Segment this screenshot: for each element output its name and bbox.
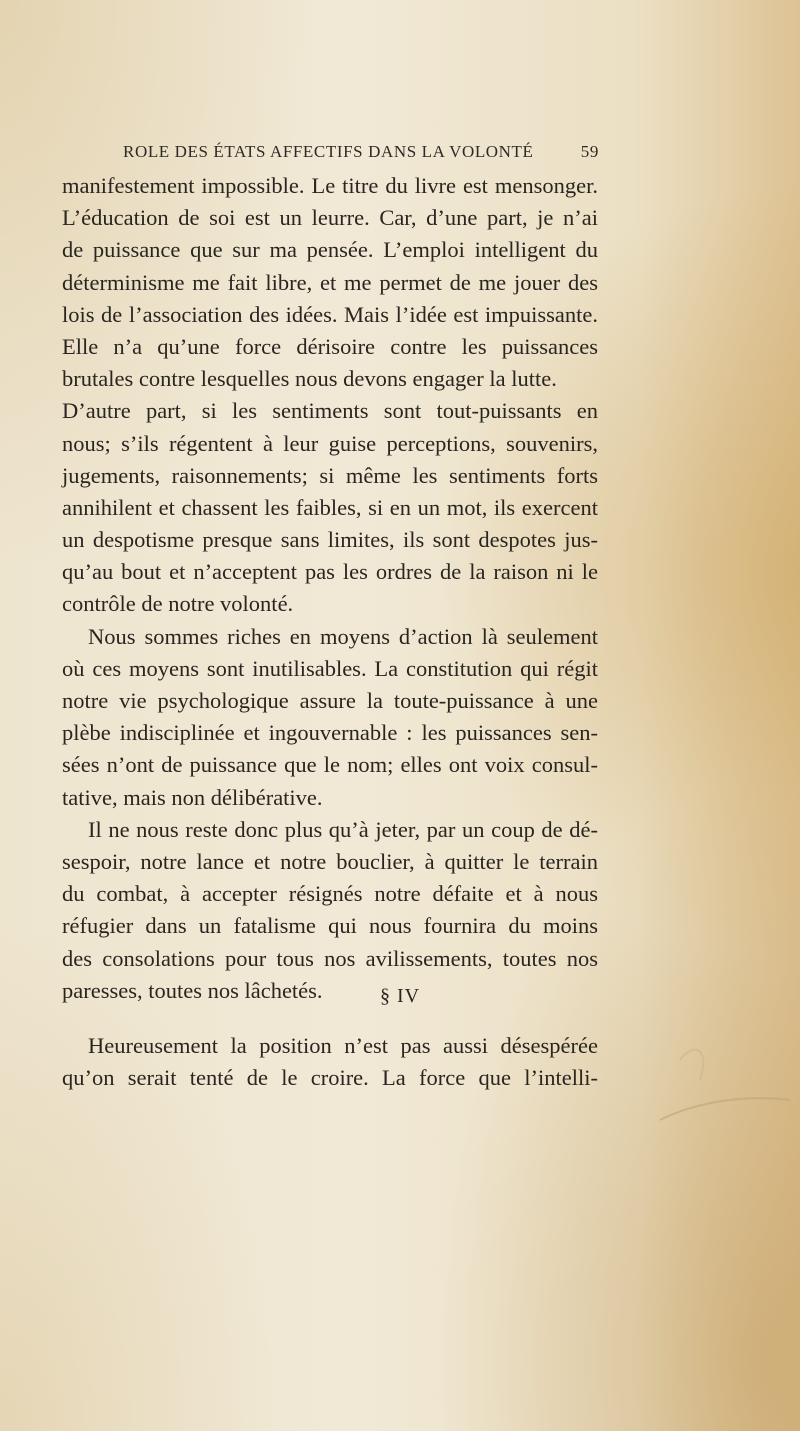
section-heading: § IV	[379, 985, 421, 1007]
text-line: D’autre part, si les sentiments sont tout-puissants en	[62, 398, 598, 424]
text-line: sées n’ont de puissance que le nom; elles ont voix consul-	[62, 752, 598, 778]
text-line: annihilent et chassent les faibles, si en un mot, ils exercent	[62, 494, 598, 520]
body-text	[62, 170, 598, 1007]
text-line: qu’on serait tenté de le croire. La force que l’intelli-	[62, 1065, 598, 1091]
text-line: sespoir, notre lance et notre bouclier, à quitter le terrain	[62, 848, 598, 874]
text-line: brutales contre lesquelles nous devons engager la lutte.	[62, 366, 557, 392]
text-line: Il ne nous reste donc plus qu’à jeter, par un coup de dé-	[88, 816, 598, 842]
text-line: Nous sommes riches en moyens d’action là seulement	[88, 623, 598, 649]
page-number: 59	[580, 142, 599, 161]
text-line: un despotisme presque sans limites, ils sont despotes jus-	[62, 527, 598, 553]
text-line: paresses, toutes nos lâchetés.	[62, 977, 323, 1003]
text-line: des consolations pour tous nos avilissements, toutes nos	[62, 945, 598, 971]
running-head-title: ROLE DES ÉTATS AFFECTIFS DANS LA VOLONTÉ	[123, 142, 534, 161]
text-line: où ces moyens sont inutilisables. La constitution qui régit	[62, 655, 598, 681]
text-line: contrôle de notre volonté.	[62, 591, 294, 617]
text-line: de puissance que sur ma pensée. L’emploi intelligent du	[62, 237, 598, 263]
section-body-text	[62, 1030, 598, 1094]
text-line: Elle n’a qu’une force dérisoire contre les puissances	[62, 333, 598, 359]
text-line: L’éducation de soi est un leurre. Car, d’une part, je n’ai	[62, 205, 598, 231]
text-line: jugements, raisonnements; si même les sentiments forts	[62, 462, 598, 488]
text-line: plèbe indisciplinée et ingouvernable : les puissances sen-	[62, 720, 598, 746]
text-line: Heureusement la position n’est pas aussi désespérée	[88, 1033, 598, 1058]
text-line: notre vie psychologique assure la toute-puissance à une	[62, 688, 598, 713]
paper-stain-decoration	[640, 1000, 800, 1140]
text-line: du combat, à accepter résignés notre défaite et à nous	[62, 881, 598, 907]
text-line: manifestement impossible. Le titre du livre est mensonger.	[62, 173, 598, 198]
text-line: déterminisme me fait libre, et me permet de me jouer des	[62, 269, 598, 295]
text-line: nous; s’ils régentent à leur guise perceptions, souvenirs,	[62, 430, 598, 456]
text-line: réfugier dans un fatalisme qui nous fournira du moins	[62, 913, 598, 939]
text-line: tative, mais non délibérative.	[62, 784, 323, 810]
text-line: lois de l’association des idées. Mais l’idée est impuissante.	[62, 301, 598, 327]
text-line: qu’au bout et n’acceptent pas les ordres de la raison ni le	[62, 559, 598, 585]
